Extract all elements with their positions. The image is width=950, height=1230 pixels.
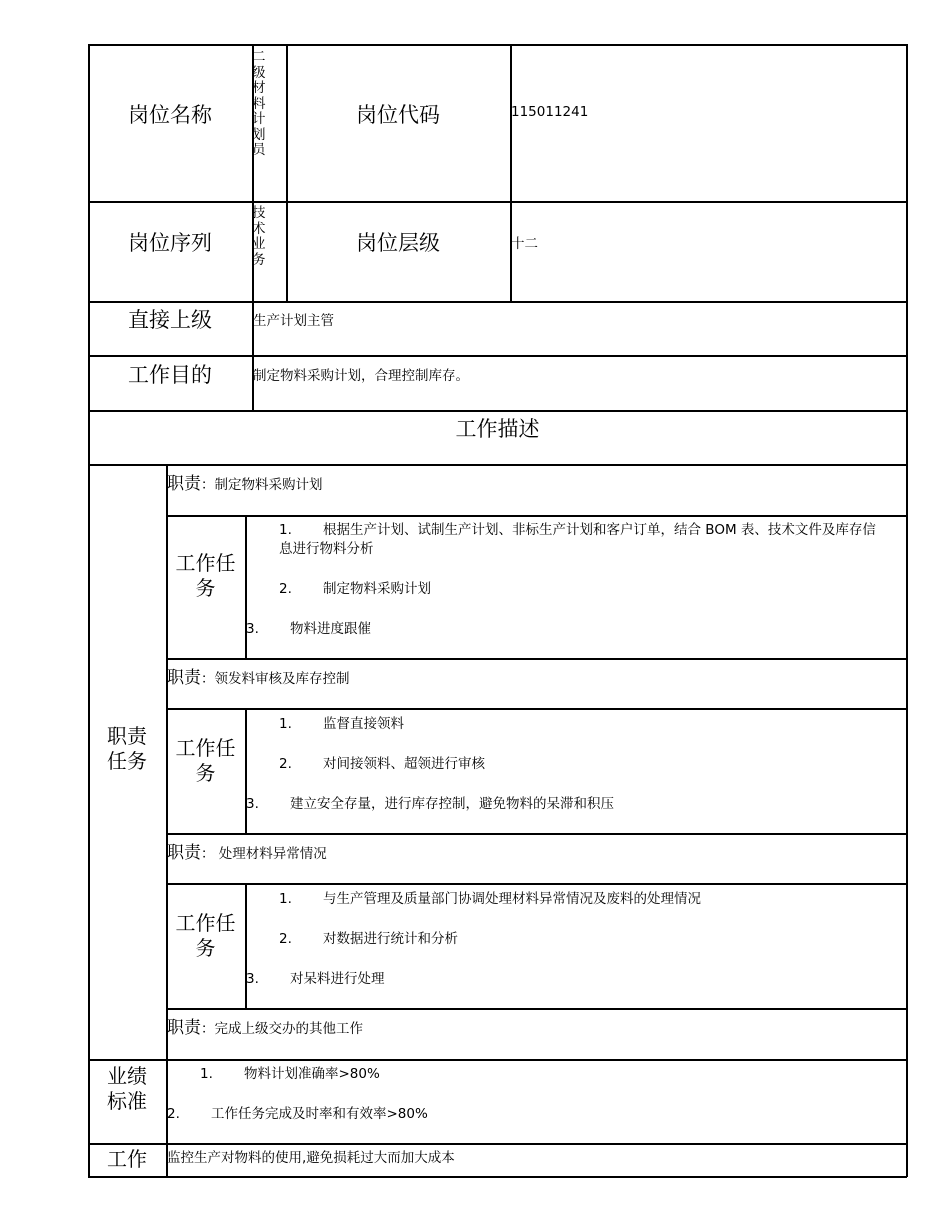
- performance-item: 2. 工作任务完成及时率和有效率>80%: [167, 1106, 428, 1122]
- duty-prefix: 职责: [167, 668, 201, 688]
- bottom-label: 工作: [107, 1147, 147, 1171]
- purpose-label: 工作目的: [128, 363, 212, 387]
- task-item: 2. 对数据进行统计和分析: [279, 931, 458, 947]
- position-level-label: 岗位层级: [356, 231, 440, 255]
- superior-value: 生产计划主管: [253, 313, 334, 329]
- task-item: 3. 对呆料进行处理: [246, 971, 385, 987]
- task-item: 1. 监督直接领料: [279, 716, 404, 732]
- performance-label: 业绩标准: [107, 1064, 147, 1113]
- task-item-continued: 息进行物料分析: [279, 541, 374, 557]
- task-item: 2. 制定物料采购计划: [279, 581, 431, 597]
- task-item: 2. 对间接领料、超领进行审核: [279, 756, 485, 772]
- section-title: 工作描述: [455, 417, 540, 441]
- duty-title: [167, 1013, 363, 1038]
- duty-title: [167, 838, 327, 863]
- superior-label: 直接上级: [128, 308, 212, 332]
- task-item: 3. 物料进度跟催: [246, 621, 371, 637]
- duty-title: [167, 469, 323, 494]
- duty-prefix: 职责: [167, 474, 201, 494]
- duty-title: [167, 663, 350, 688]
- duty-title-text: ：领发料审核及库存控制: [201, 671, 350, 687]
- task-label: 工作任务: [175, 736, 236, 785]
- position-name-value: 二级材料计划员: [252, 49, 266, 158]
- position-series-value: 技术业务: [252, 205, 266, 268]
- position-series-label: 岗位序列: [128, 231, 212, 255]
- performance-item: 1. 物料计划准确率>80%: [200, 1066, 380, 1082]
- position-code-label: 岗位代码: [356, 103, 440, 127]
- duty-title-text: ：制定物料采购计划: [201, 477, 323, 493]
- position-level-value: 十二: [511, 236, 538, 252]
- purpose-value: 制定物料采购计划，合理控制库存。: [253, 368, 469, 384]
- position-name-label: 岗位名称: [128, 103, 212, 127]
- position-code-value: 115011241: [511, 104, 589, 120]
- task-label: 工作任务: [175, 551, 236, 600]
- bottom-value: 监控生产对物料的使用,避免损耗过大而加大成本: [167, 1150, 455, 1166]
- task-item: 3. 建立安全存量，进行库存控制，避免物料的呆滞和积压: [246, 796, 614, 812]
- duty-prefix: 职责: [167, 1018, 201, 1038]
- duties-label: 职责任务: [107, 724, 147, 773]
- duty-title-text: ：完成上级交办的其他工作: [201, 1021, 363, 1037]
- task-label: 工作任务: [175, 911, 236, 960]
- duty-prefix: 职责: [167, 843, 201, 863]
- task-item: 1. 与生产管理及质量部门协调处理材料异常情况及废料的处理情况: [279, 891, 701, 907]
- duty-title-text: ： 处理材料异常情况: [201, 846, 327, 862]
- task-item: 1. 根据生产计划、试制生产计划、非标生产计划和客户订单，结合 BOM 表、技术文件及库存信: [279, 522, 876, 538]
